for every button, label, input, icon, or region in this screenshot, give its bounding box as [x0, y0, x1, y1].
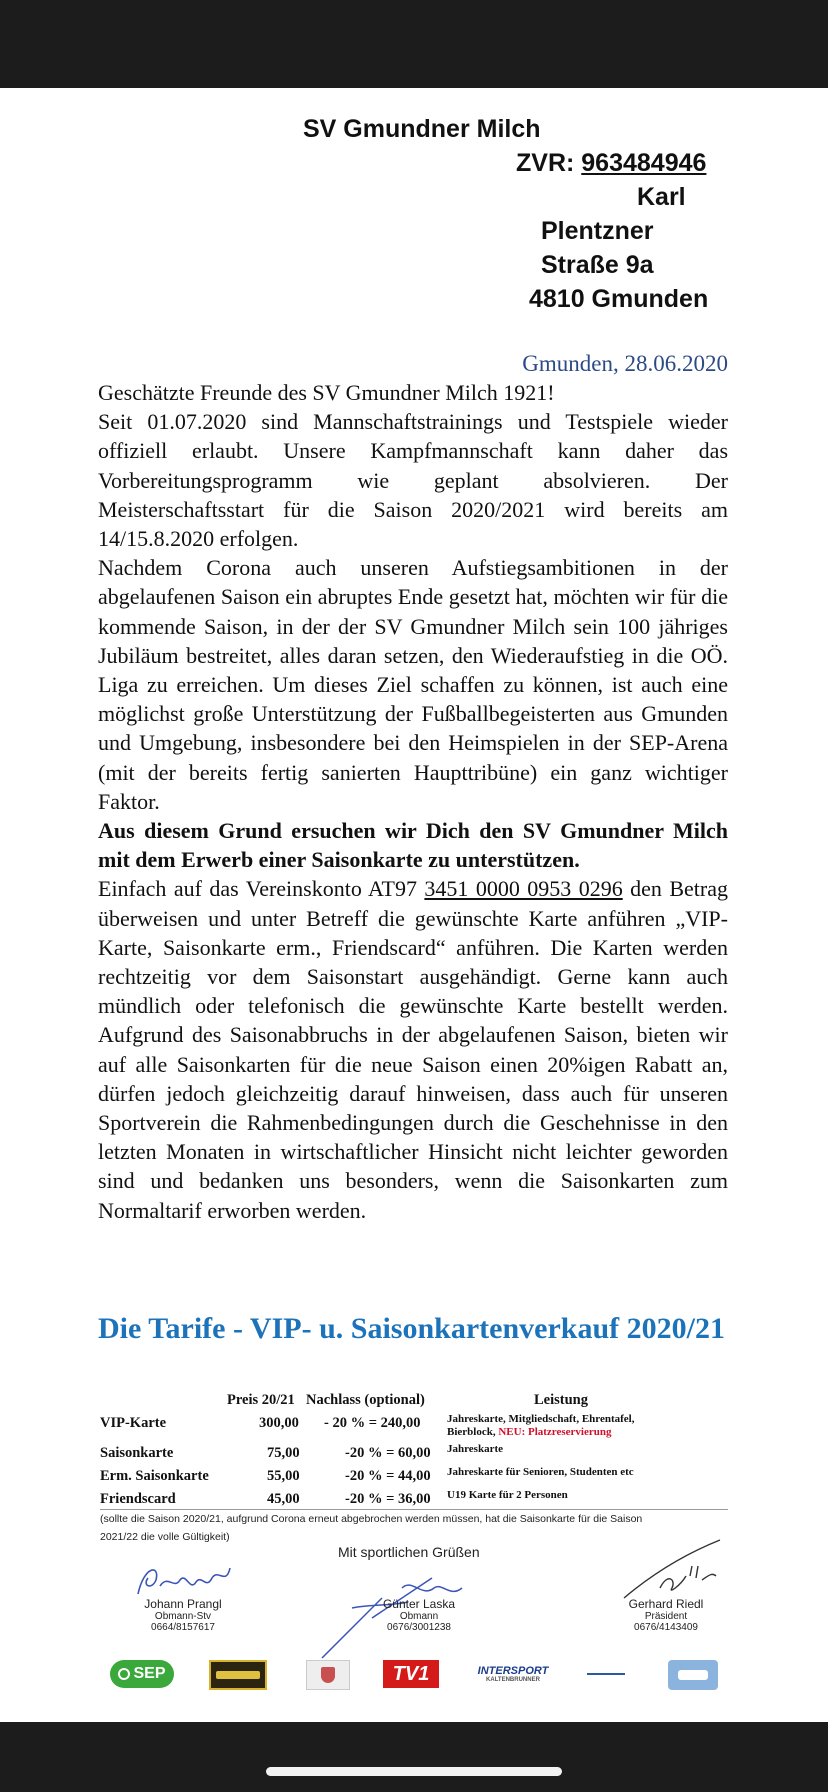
intersport-sub-text: KALTENBRUNNER [486, 1677, 540, 1683]
row-erm-discount: -20 % = 44,00 [345, 1468, 431, 1484]
row-erm-service: Jahreskarte für Senioren, Studenten etc [447, 1466, 634, 1478]
signer-role: Präsident [644, 1611, 688, 1622]
paragraph-season: Nachdem Corona auch unseren Aufstiegsambitionen in der abgelaufenen Saison ein abruptes Ende gesetzt hat, möchten wir für die kommende Saison, in der der SV Gmundner Milch sein 100 jähriges Jubiläum bestreitet, alles daran setzen, den Wiederaufstieg in die OÖ. Liga zu erreichen. Um dieses Ziel schaffen zu können, ist auch eine möglichst große Unterstützung der Fußballbegeisterten aus Gmunden und Umgebung, insbesondere bei den Heimspielen in der SEP-Arena (mit der bereits fertig sanierten Haupttribüne) ein ganz wichtiger Faktor. [98, 555, 728, 814]
row-erm-name: Erm. Saisonkarte [100, 1468, 209, 1484]
address-line-1: Karl [637, 183, 686, 211]
address-line-2: Plentzner [541, 217, 654, 245]
signature-block-prangl [118, 1597, 248, 1633]
payment-details: den Betrag überweisen und unter Betreff die gewünschte Karte anführen „VIP-Karte, Saisonkarte erm., Friendscard“ anführen. Die Karten werden rechtzeitig vor dem Saisonstart ausgehändigt. Gerne kann auch mündlich oder telefonisch die gewünschte Karte bestellt werden. Aufgrund des Saisonabbruchs in der abgelaufenen Saison, bieten wir auf alle Saisonkarten für die neue Saison einen 20%igen Rabatt an, dürfen jedoch gleichzeitig darauf hinweisen, dass auch für unseren Sportverein die Rahmenbedingungen durch die Geschehnisse in den letzten Monaten in wirtschaftlicher Hinsicht nicht leichter geworden sind und bedanken uns besonders, wenn die Saisonkarten zum Normaltarif erworben werden. [98, 876, 729, 1223]
brewery-banner-icon [216, 1671, 260, 1679]
bottom-bar [0, 1722, 828, 1792]
bank-account-number: 3451 0000 0953 0296 [424, 876, 623, 902]
row-friends-name: Friendscard [100, 1491, 176, 1507]
sponsor-brewery-logo [209, 1660, 267, 1690]
row-erm-price: 55,00 [267, 1468, 300, 1484]
club-name: SV Gmundner Milch [303, 115, 541, 143]
zvr-label: ZVR: [516, 149, 575, 177]
paragraph-training: Seit 01.07.2020 sind Mannschaftstrainings und Testspiele wieder offiziell erlaubt. Unsere Kampfmannschaft kann daher das Vorbereitungsprogramm wie geplant absolvieren. Der Meisterschaftsstart für die Saison 2020/2021 wird bereits am 14/15.8.2020 erfolgen. [98, 409, 728, 552]
signer-name: Günter Laska [382, 1597, 456, 1611]
header-price: Preis 20/21 [227, 1392, 295, 1408]
signer-phone: 0676/3001238 [387, 1622, 451, 1633]
crest-icon [321, 1667, 335, 1683]
intersport-logo-text: INTERSPORT [477, 1665, 549, 1677]
letter-document [0, 88, 828, 1722]
small-logo-line-icon [587, 1673, 625, 1675]
sponsor-milch-logo [668, 1660, 718, 1690]
payment-intro: Einfach auf das Vereinskonto AT97 [98, 876, 425, 902]
row-vip-service-2a: Bierblock, [447, 1426, 499, 1438]
row-vip-service-2 [447, 1426, 611, 1439]
header-discount: Nachlass (optional) [306, 1392, 425, 1408]
season-note-line-2: 2021/22 die volle Gültigkeit) [100, 1531, 230, 1543]
address-line-3: Straße 9a [541, 251, 654, 279]
signature-riedl [620, 1536, 730, 1606]
letter-body [98, 378, 728, 1225]
row-friends-price: 45,00 [267, 1491, 300, 1507]
address-line-4: 4810 Gmunden [529, 285, 709, 313]
paragraph-request: Aus diesem Grund ersuchen wir Dich den SV Gmundner Milch mit dem Erwerb einer Saisonkarte zu unterstützen. [98, 818, 728, 873]
paragraph-payment [98, 874, 728, 1224]
row-vip-service: Jahreskarte, Mitgliedschaft, Ehrentafel, [447, 1413, 635, 1425]
home-indicator[interactable] [266, 1767, 562, 1776]
sponsor-sep-logo [110, 1660, 174, 1688]
tarif-title: Die Tarife - VIP- u. Saisonkartenverkauf 2020/21 [98, 1312, 725, 1345]
sponsor-intersport-logo [468, 1660, 558, 1688]
signature-block-laska [354, 1597, 484, 1633]
status-bar [0, 0, 828, 88]
sep-circle-icon [118, 1668, 130, 1680]
zvr-number: 963484946 [581, 149, 707, 177]
row-saison-price: 75,00 [267, 1445, 300, 1461]
signer-phone: 0664/8157617 [151, 1622, 215, 1633]
tv1-logo-text: TV1 [392, 1662, 430, 1685]
signer-role: Obmann [399, 1611, 439, 1622]
salutation: Geschätzte Freunde des SV Gmundner Milch 1921! [98, 380, 555, 405]
sponsor-crest-logo [306, 1660, 350, 1690]
row-vip-price: 300,00 [259, 1415, 299, 1431]
row-vip-discount: - 20 % = 240,00 [324, 1415, 421, 1431]
row-friends-service: U19 Karte für 2 Personen [447, 1489, 568, 1501]
row-saison-service: Jahreskarte [447, 1443, 504, 1455]
table-divider [100, 1509, 728, 1510]
sponsor-small-logo [584, 1660, 628, 1688]
row-saison-name: Saisonkarte [100, 1445, 174, 1461]
signer-name: Gerhard Riedl [628, 1597, 704, 1611]
signer-name: Johann Prangl [144, 1597, 222, 1611]
row-saison-discount: -20 % = 60,00 [345, 1445, 431, 1461]
sep-logo-text: SEP [133, 1665, 166, 1682]
closing-greeting: Mit sportlichen Grüßen [338, 1544, 480, 1560]
row-friends-discount: -20 % = 36,00 [345, 1491, 431, 1507]
row-vip-name: VIP-Karte [100, 1415, 167, 1431]
sponsor-tv1-logo [383, 1660, 439, 1688]
season-note-line-1: (sollte die Saison 2020/21, aufgrund Corona erneut abgebrochen werden müssen, hat die Saisonkarte für die Saison [100, 1513, 643, 1525]
date-line: Gmunden, 28.06.2020 [522, 351, 728, 376]
milch-logo-icon [678, 1670, 708, 1680]
row-vip-service-new: NEU: Platzreservierung [498, 1426, 612, 1438]
signature-block-riedl [601, 1597, 731, 1633]
signer-phone: 0676/4143409 [634, 1622, 698, 1633]
header-service: Leistung [534, 1392, 588, 1408]
signer-role: Obmann-Stv [154, 1611, 212, 1622]
zvr-line [516, 149, 706, 178]
